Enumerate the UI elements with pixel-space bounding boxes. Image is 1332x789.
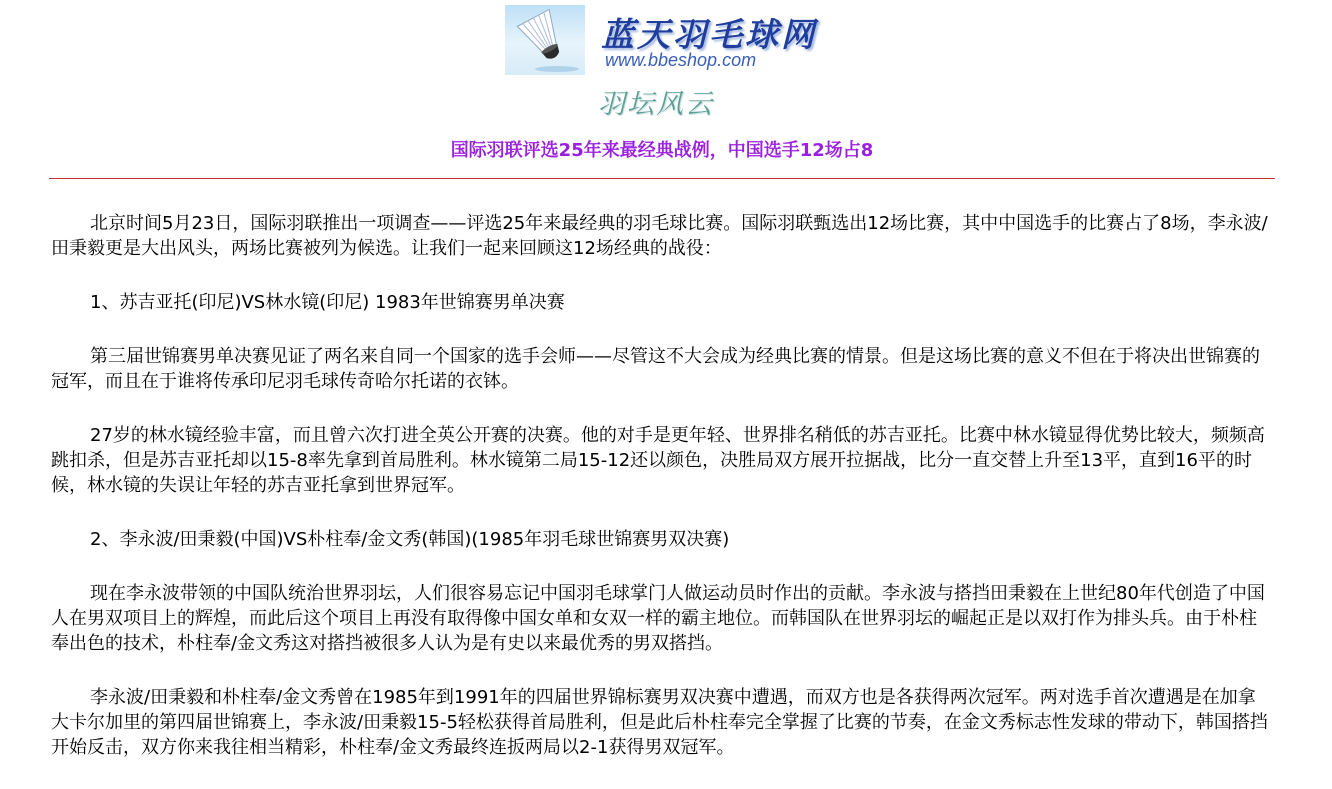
section-title: 羽坛风云	[598, 89, 714, 120]
article-paragraph: 北京时间5月23日，国际羽联推出一项调查——评选25年来最经典的羽毛球比赛。国际羽联甄选出12场比赛，其中中国选手的比赛占了8场，李永波/田秉毅更是大出风头，两场比赛被列为候选。让我们一起来回顾这12场经典的战役：	[51, 213, 1268, 259]
article-paragraph: 27岁的林水镜经验丰富，而且曾六次打进全英公开赛的决赛。他的对手是更年轻、世界排名稍低的苏吉亚托。比赛中林水镜显得优势比较大，频频高跳扣杀，但是苏吉亚托却以15-8率先拿到首局胜利。林水镜第二局15-12还以颜色，决胜局双方展开拉据战，比分一直交替上升至13平，直到16平的时候，林水镜的失误让年轻的苏吉亚托拿到世界冠军。	[51, 425, 1265, 496]
article-headline: 国际羽联评选25年来最经典战例，中国选手12场占8	[450, 140, 874, 161]
shuttlecock-icon	[505, 5, 585, 75]
site-name: 蓝天羽毛球网	[601, 15, 817, 54]
match-heading: 1、苏吉亚托(印尼)VS林水镜(印尼) 1983年世锦赛男单决赛	[90, 292, 565, 313]
page-header	[0, 0, 1332, 180]
article-paragraph: 现在李永波带领的中国队统治世界羽坛，人们很容易忘记中国羽毛球掌门人做运动员时作出的贡献。李永波与搭挡田秉毅在上世纪80年代创造了中国人在男双项目上的辉煌，而此后这个项目上再没有取得像中国女单和女双一样的霸主地位。而韩国队在世界羽坛的崛起正是以双打作为排头兵。由于朴柱奉出色的技术，朴柱奉/金文秀这对搭挡被很多人认为是有史以来最优秀的男双搭挡。	[51, 583, 1265, 654]
site-logo[interactable]	[505, 5, 820, 75]
article-paragraph: 李永波/田秉毅和朴柱奉/金文秀曾在1985年到1991年的四届世界锦标赛男双决赛中遭遇，而双方也是各获得两次冠军。两对选手首次遭遇是在加拿大卡尔加里的第四届世锦赛上，李永波/田秉毅15-5轻松获得首局胜利，但是此后朴柱奉完全掌握了比赛的节奏，在金文秀标志性发球的带动下，韩国搭挡开始反击，双方你来我往相当精彩，朴柱奉/金文秀最终连扳两局以2-1获得男双冠军。	[51, 687, 1268, 758]
divider	[49, 178, 1275, 179]
article-paragraph: 第三届世锦赛男单决赛见证了两名来自同一个国家的选手会师——尽管这不大会成为经典比赛的情景。但是这场比赛的意义不但在于将决出世锦赛的冠军，而且在于谁将传承印尼羽毛球传奇哈尔托诺的衣钵。	[51, 346, 1260, 392]
match-heading: 2、李永波/田秉毅(中国)VS朴柱奉/金文秀(韩国)(1985年羽毛球世锦赛男双决赛)	[90, 529, 730, 550]
article-body	[51, 211, 1273, 789]
site-url: www.bbeshop.com	[605, 50, 757, 70]
